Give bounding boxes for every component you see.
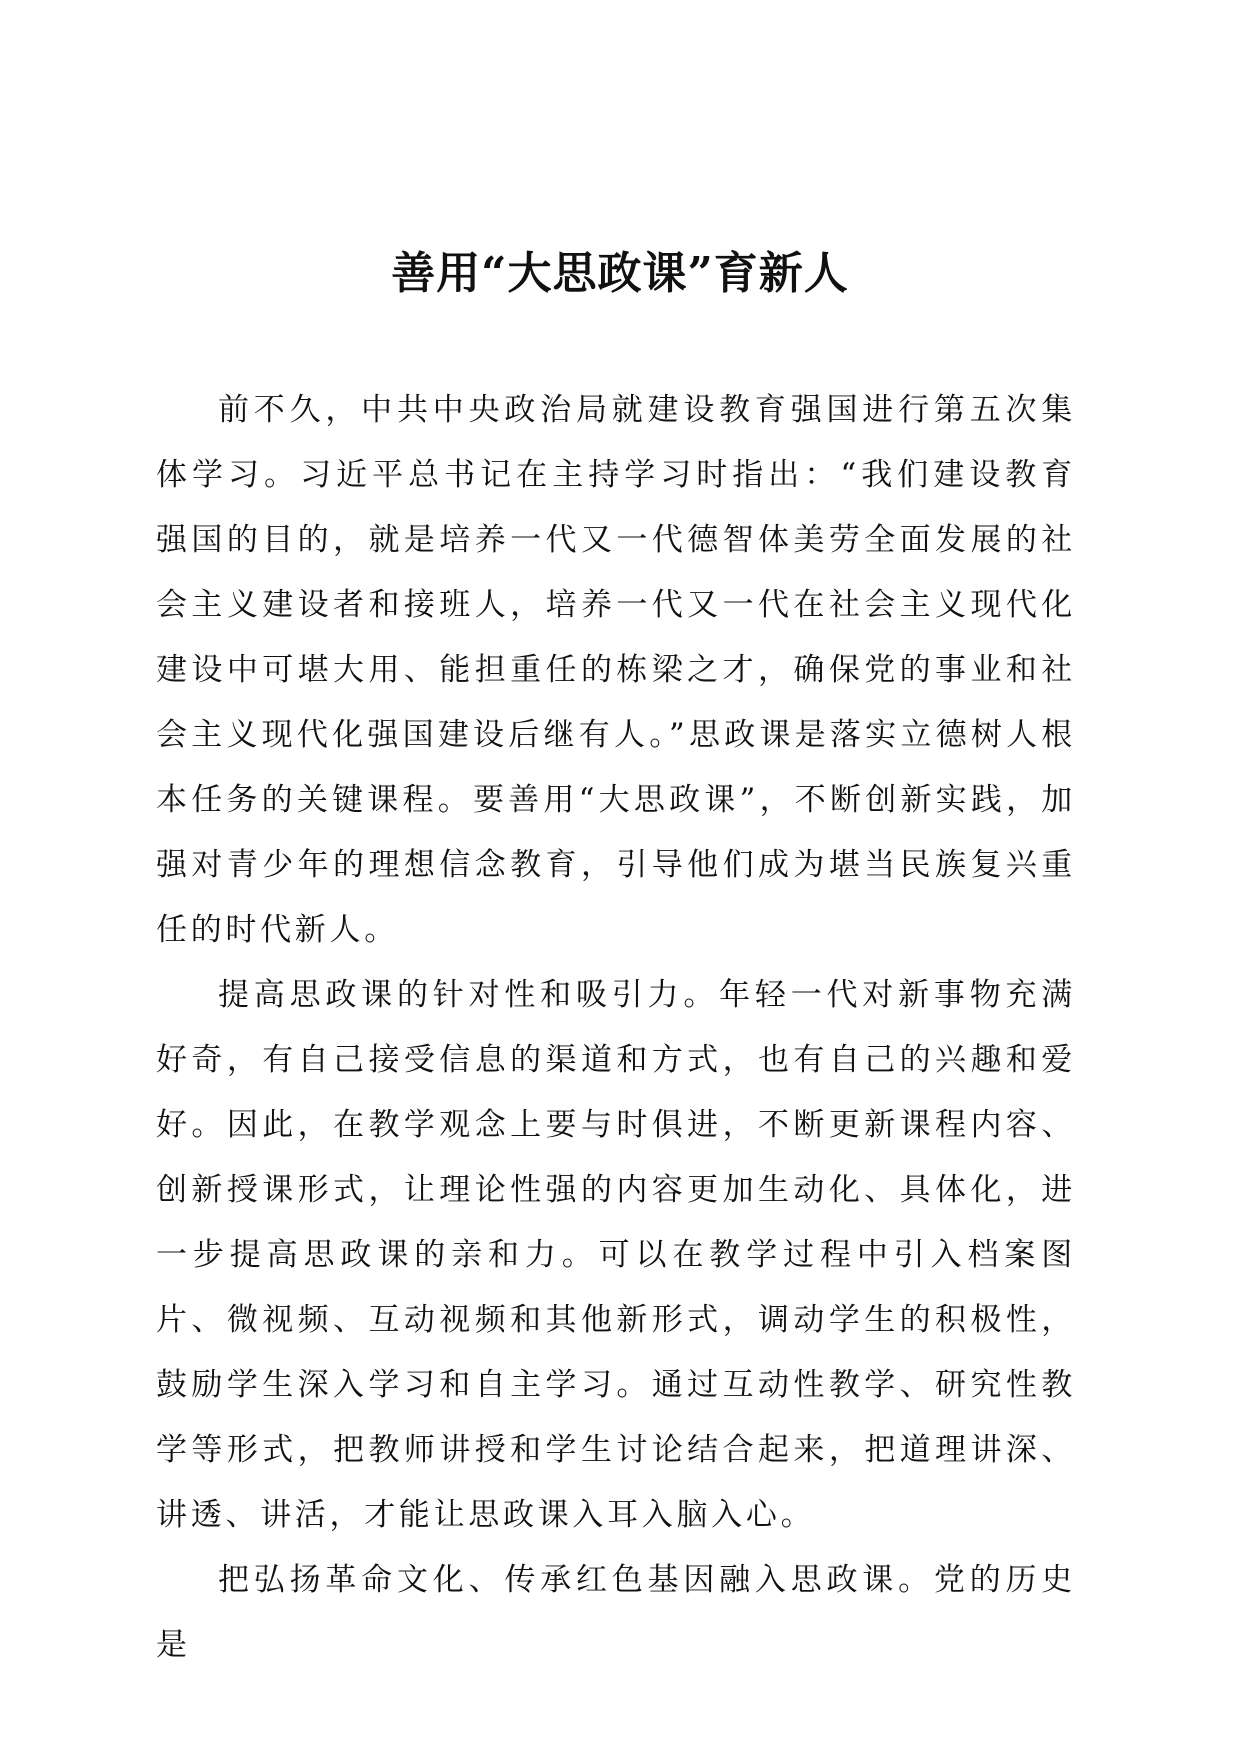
document-body	[156, 378, 1076, 1678]
paragraph-1: 前不久，中共中央政治局就建设教育强国进行第五次集体学习。习近平总书记在主持学习时指出：“我们建设教育强国的目的，就是培养一代又一代德智体美劳全面发展的社会主义建设者和接班人，培养一代又一代在社会主义现代化建设中可堪大用、能担重任的栋梁之才，确保党的事业和社会主义现代化强国建设后继有人。”思政课是落实立德树人根本任务的关键课程。要善用“大思政课”，不断创新实践，加强对青少年的理想信念教育，引导他们成为堪当民族复兴重任的时代新人。	[156, 392, 1076, 948]
document-title: 善用“大思政课”育新人	[391, 248, 849, 299]
paragraph-2: 提高思政课的针对性和吸引力。年轻一代对新事物充满好奇，有自己接受信息的渠道和方式，也有自己的兴趣和爱好。因此，在教学观念上要与时俱进，不断更新课程内容、创新授课形式，让理论性强的内容更加生动化、具体化，进一步提高思政课的亲和力。可以在教学过程中引入档案图片、微视频、互动视频和其他新形式，调动学生的积极性，鼓励学生深入学习和自主学习。通过互动性教学、研究性教学等形式，把教师讲授和学生讨论结合起来，把道理讲深、讲透、讲活，才能让思政课入耳入脑入心。	[156, 977, 1076, 1533]
paragraph-3: 把弘扬革命文化、传承红色基因融入思政课。党的历史是	[156, 1562, 1076, 1663]
